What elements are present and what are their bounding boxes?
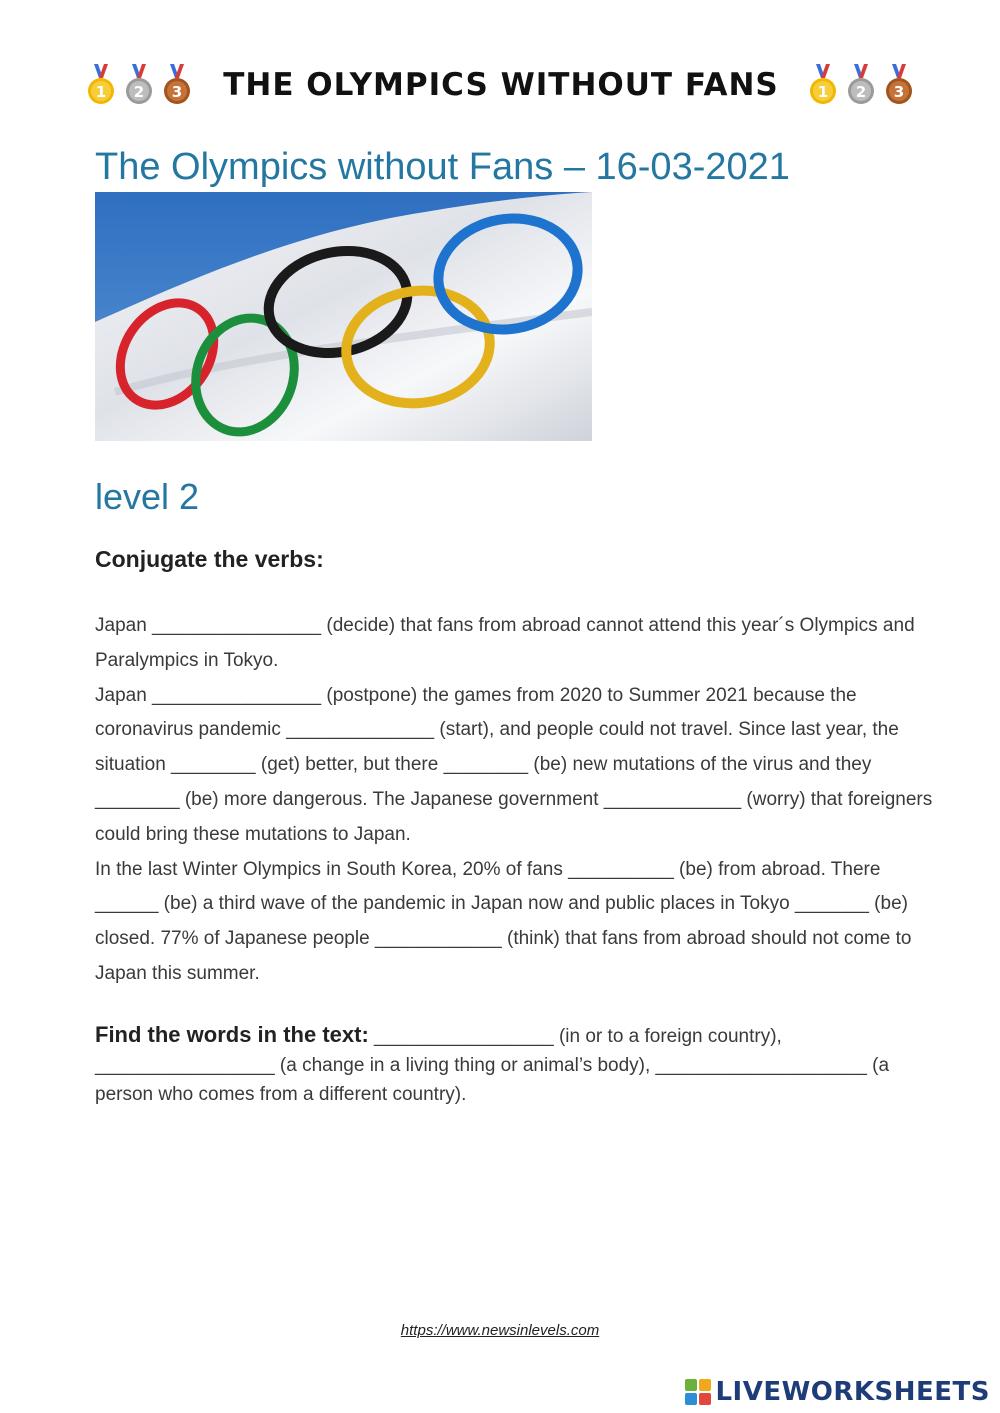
source-link[interactable]: https://www.newsinlevels.com [400, 1322, 600, 1339]
medals-right [807, 64, 915, 106]
svg-text:3: 3 [893, 83, 904, 101]
brand-name: LIVEWORKSHEETS [715, 1377, 990, 1407]
liveworksheets-logo [685, 1377, 990, 1407]
page-banner [0, 60, 1000, 110]
level-heading: level 2 [95, 476, 200, 517]
banner-title: THE OLYMPICS WITHOUT FANS [223, 67, 779, 103]
conjugate-text [95, 609, 945, 992]
svg-text:3: 3 [172, 83, 183, 101]
medals-left [85, 64, 193, 106]
bronze-medal-icon [161, 64, 193, 106]
liveworksheets-icon [685, 1379, 711, 1405]
gold-medal-icon [85, 64, 117, 106]
olympic-flag-photo [95, 192, 592, 441]
conjugate-heading: Conjugate the verbs: [95, 546, 324, 572]
paragraph: In the last Winter Olympics in South Korea, 20% of fans __________ (be) from abroad. There ______ (be) a third wave of the pandemic in Japan now and public places in Tokyo _______ (be) closed. 77% of Japanese people ____________ (think) that fans from abroad should not come to Japan this summer. [95, 858, 912, 984]
svg-text:2: 2 [855, 83, 866, 101]
find-words-text: _________________ (in or to a foreign country), _________________ (a change in a living thing or animal’s body), ____________________ (a person who comes from a different country). [95, 1026, 890, 1105]
paragraph: Japan ________________ (decide) that fans from abroad cannot attend this year´s Olympics and Paralympics in Tokyo. [95, 615, 915, 671]
silver-medal-icon [845, 64, 877, 106]
svg-text:2: 2 [134, 83, 145, 101]
find-words-section [95, 1020, 945, 1109]
gold-medal-icon [807, 64, 839, 106]
article-title: The Olympics without Fans – 16-03-2021 [95, 146, 790, 188]
bronze-medal-icon [883, 64, 915, 106]
svg-text:1: 1 [96, 83, 107, 101]
find-words-heading: Find the words in the text: [95, 1022, 369, 1047]
silver-medal-icon [123, 64, 155, 106]
svg-text:1: 1 [817, 83, 828, 101]
paragraph: Japan ________________ (postpone) the games from 2020 to Summer 2021 because the coronavirus pandemic ______________ (start), and people could not travel. Since last year, the situation ________ (get) better, but there ________ (be) new mutations of the virus and they ________ (be) more dangerous. The Japanese government _____________ (worry) that foreigners could bring these mutations to Japan. [95, 684, 933, 845]
